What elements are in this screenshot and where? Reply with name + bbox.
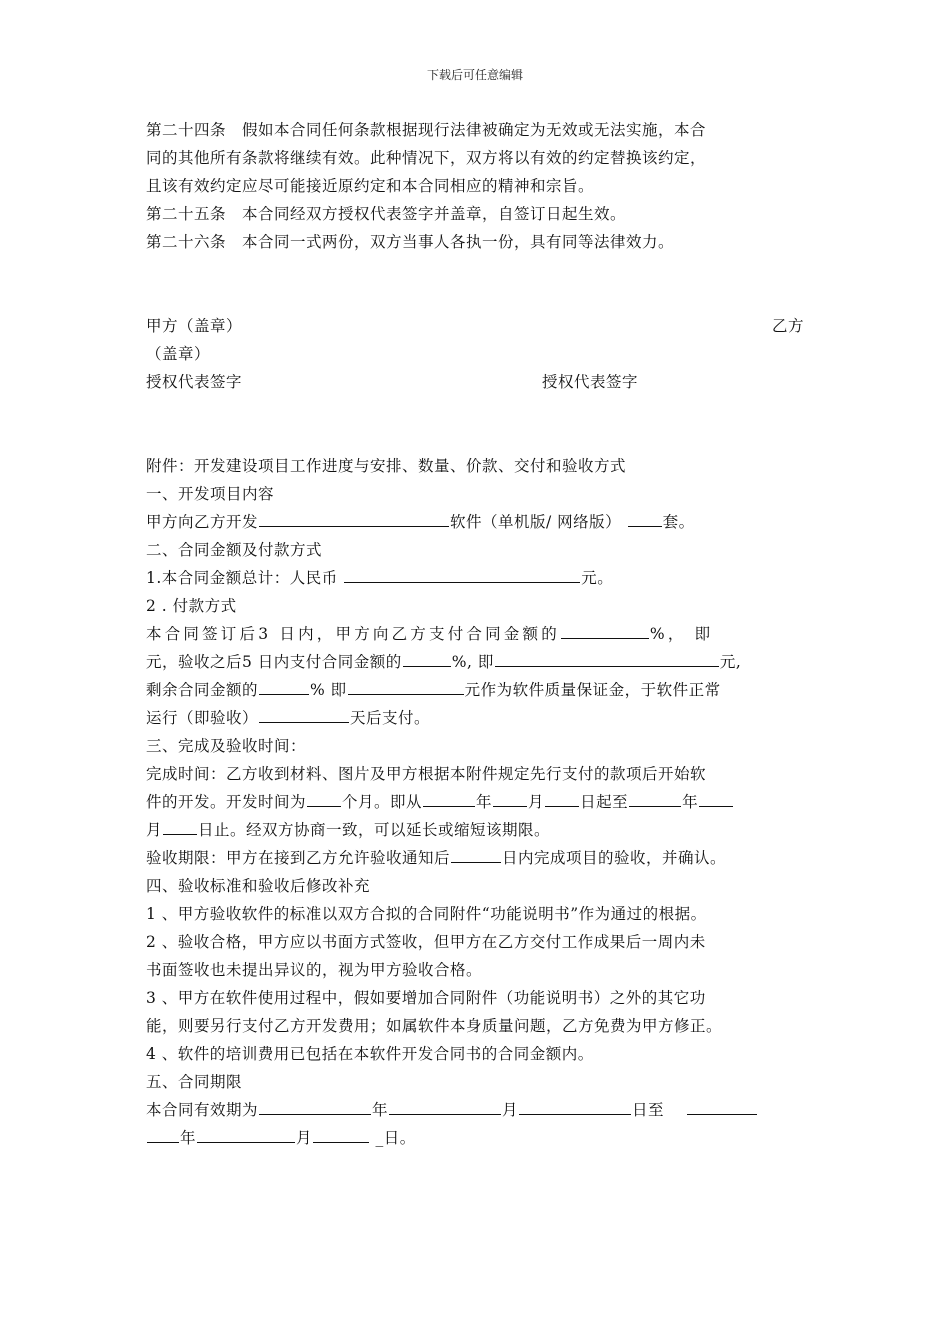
text-segment: 日起至 <box>580 793 629 811</box>
blank-field <box>313 1125 369 1143</box>
payment-line-2 <box>146 648 820 676</box>
text-segment: 元，验收之后5 日内支付合同金额的 <box>146 653 402 671</box>
blank-field <box>629 789 681 807</box>
contract-term-line-1 <box>146 1096 820 1124</box>
text-segment: 本合同有效期为 <box>146 1101 259 1119</box>
blank-field <box>493 789 527 807</box>
text-segment: 日止。经双方协商一致，可以延长或缩短该期限。 <box>198 821 551 839</box>
blank-field <box>344 565 580 583</box>
section-5-title: 五、合同期限 <box>146 1073 243 1091</box>
text-segment: 天后支付。 <box>350 709 431 727</box>
text-segment: 1.本合同金额总计：人民币 <box>146 569 344 587</box>
blank-field <box>147 1125 179 1143</box>
blank-field <box>423 789 475 807</box>
party-b-label: 乙方 <box>771 317 804 335</box>
text-segment: 月 <box>146 821 163 839</box>
signature-row-parties <box>146 312 820 340</box>
payment-line-1 <box>146 620 820 648</box>
text-segment: 日内完成项目的验收，并确认。 <box>502 849 727 867</box>
payment-line-4 <box>146 704 820 732</box>
party-b-rep-signature: 授权代表签字 <box>542 373 639 391</box>
payment-method-title: 2 . 付款方式 <box>146 597 237 615</box>
completion-time-line-1: 完成时间：乙方收到材料、图片及甲方根据本附件规定先行支付的款项后开始软 <box>146 765 707 783</box>
text-segment: 运行（即验收） <box>146 709 259 727</box>
section-2-title: 二、合同金额及付款方式 <box>146 541 323 559</box>
party-a-seal: 甲方（盖章） <box>146 317 243 335</box>
party-b-seal: （盖章） <box>146 345 211 363</box>
blank-field <box>259 509 449 527</box>
blank-field <box>259 1097 371 1115</box>
blank-field <box>307 789 341 807</box>
text-segment: 年 <box>682 793 699 811</box>
section-4-item-1: 1 、甲方验收软件的标准以双方合拟的合同附件“功能说明书”作为通过的根据。 <box>146 905 707 923</box>
section-4-item-2-line-2: 书面签收也未提出异议的，视为甲方验收合格。 <box>146 961 483 979</box>
section-1-content <box>146 508 820 536</box>
text-segment: 元。 <box>581 569 614 587</box>
text-segment: 个月。即从 <box>342 793 423 811</box>
blank-field <box>197 1125 295 1143</box>
section-4-item-2-line-1: 2 、验收合格，甲方应以书面方式签收，但甲方在乙方交付工作成果后一周内未 <box>146 933 706 951</box>
blank-field <box>403 649 451 667</box>
text-segment: 验收期限：甲方在接到乙方允许验收通知后 <box>146 849 451 867</box>
blank-field <box>259 677 309 695</box>
article-24-line-1: 第二十四条 假如本合同任何条款根据现行法律被确定为无效或无法实施，本合 <box>146 121 707 139</box>
text-segment: %, 即 <box>451 653 494 671</box>
section-1-title: 一、开发项目内容 <box>146 485 275 503</box>
contract-term-line-2 <box>146 1124 820 1152</box>
party-a-rep-signature: 授权代表签字 <box>146 373 243 391</box>
text-segment: 年 <box>372 1101 389 1119</box>
article-24-line-3: 且该有效约定应尽可能接近原约定和本合同相应的精神和宗旨。 <box>146 177 595 195</box>
acceptance-deadline <box>146 844 820 872</box>
text-segment: 日至 <box>632 1101 665 1119</box>
completion-time-line-3 <box>146 816 820 844</box>
text-segment: 元, <box>719 653 742 671</box>
section-4-title: 四、验收标准和验收后修改补充 <box>146 877 371 895</box>
blank-field <box>348 677 464 695</box>
blank-field <box>561 621 649 639</box>
text-segment: _日。 <box>375 1129 416 1147</box>
text-segment: % 即 <box>310 681 347 699</box>
article-26: 第二十六条 本合同一式两份，双方当事人各执一份，具有同等法律效力。 <box>146 233 675 251</box>
blank-field <box>495 649 719 667</box>
section-4-item-3-line-1: 3 、甲方在软件使用过程中，假如要增加合同附件（功能说明书）之外的其它功 <box>146 989 706 1007</box>
page-header: 下载后可任意编辑 <box>426 68 523 82</box>
text-segment: 件的开发。开发时间为 <box>146 793 307 811</box>
text-segment: 本合同签订后3 日内，甲方向乙方支付合同金额的 <box>146 625 560 643</box>
text-segment: 年 <box>180 1129 197 1147</box>
text-segment: 月 <box>528 793 545 811</box>
text-segment: 月 <box>296 1129 313 1147</box>
signature-row-reps <box>146 368 820 396</box>
text-segment: 月 <box>502 1101 519 1119</box>
payment-line-3 <box>146 676 820 704</box>
blank-field <box>628 509 662 527</box>
contract-body <box>146 116 820 1152</box>
blank-field <box>389 1097 501 1115</box>
blank-field <box>259 705 349 723</box>
section-4-item-4: 4 、软件的培训费用已包括在本软件开发合同书的合同金额内。 <box>146 1045 594 1063</box>
section-4-item-3-line-2: 能，则要另行支付乙方开发费用；如属软件本身质量问题，乙方免费为甲方修正。 <box>146 1017 723 1035</box>
blank-field <box>545 789 579 807</box>
blank-field <box>687 1097 757 1115</box>
article-25: 第二十五条 本合同经双方授权代表签字并盖章，自签订日起生效。 <box>146 205 627 223</box>
text-segment: 年 <box>476 793 493 811</box>
text-segment: 软件（单机版/ 网络版） <box>450 513 622 531</box>
section-3-title: 三、完成及验收时间： <box>146 737 307 755</box>
blank-field <box>451 845 501 863</box>
article-24-line-2: 同的其他所有条款将继续有效。此种情况下，双方将以有效的约定替换该约定， <box>146 149 707 167</box>
text-segment: 元作为软件质量保证金，于软件正常 <box>464 681 721 699</box>
blank-field <box>163 817 197 835</box>
blank-field <box>519 1097 631 1115</box>
annex-title: 附件：开发建设项目工作进度与安排、数量、价款、交付和验收方式 <box>146 457 627 475</box>
completion-time-line-2 <box>146 788 820 816</box>
blank-field <box>699 789 733 807</box>
text-segment: 剩余合同金额的 <box>146 681 259 699</box>
text-segment: 甲方向乙方开发 <box>146 513 259 531</box>
text-segment: %， 即 <box>649 625 714 643</box>
text-segment: 套。 <box>662 513 695 531</box>
contract-amount <box>146 564 820 592</box>
